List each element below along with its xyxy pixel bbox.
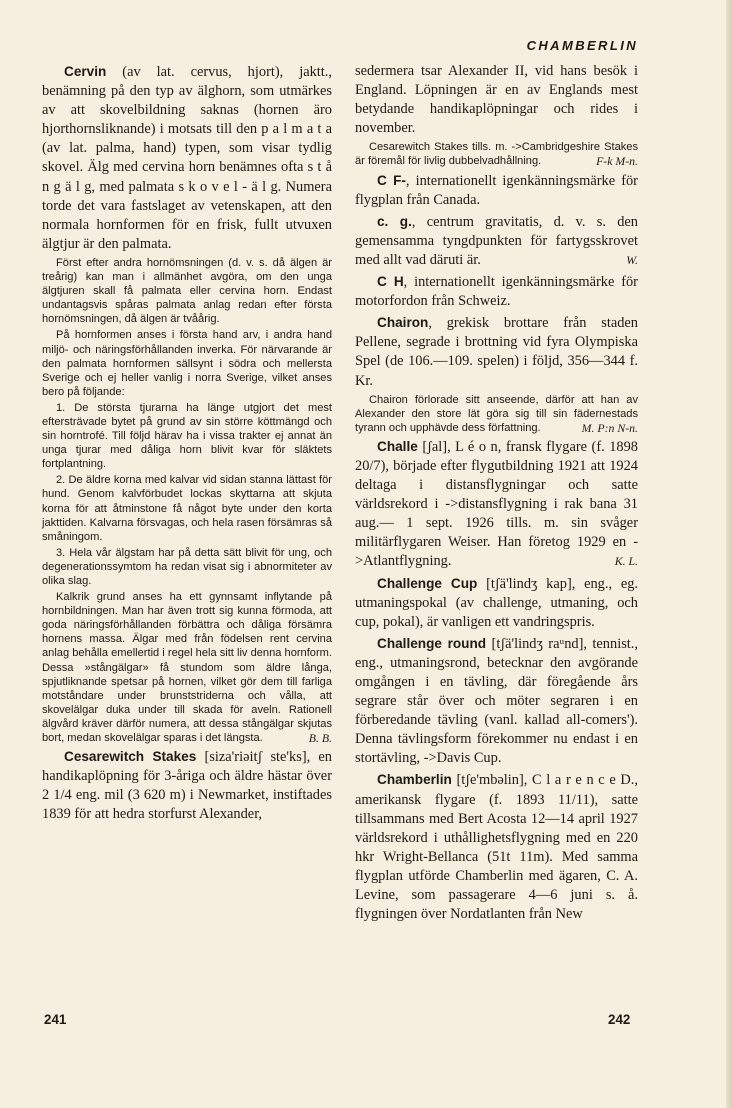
- headword-cesarewitch: Cesarewitch Stakes: [64, 749, 197, 765]
- note-cervin-6-text: Kalkrik grund anses ha ett gynnsamt inflytande på hornbildningen. Man har även trott sig kunna förmoda, att goda näringsförhållanden förbättra och dåliga försämra hornens massa. Älgar med från födelsen rent cervina anlag behålla emellertid i regel hela sitt liv denna hornform. Dessa »stångälgar» få stundom som äldre långa, spjutliknande spetsar på hornen, vilket gör dem till farliga motståndare under brunststriderna och vålla, att skovelälgar duka under till skada för aveln. Rationell älgvård kräver därför numera, att dessa stångälgar skjutas bort, medan skovelälgar sparas i det längsta.: [42, 591, 332, 745]
- entry-ch-body: internationellt igenkänningsmärke för motorfordon från Schweiz.: [355, 274, 638, 310]
- page-number-left: 241: [44, 1012, 67, 1027]
- page-edge: [726, 0, 732, 1108]
- entry-cg: c. g., centrum gravitatis, d. v. s. den gemensamma tyngdpunkten för fartygsskrovet med allt vad däruti är. W.: [355, 212, 638, 270]
- entry-challe: [355, 437, 638, 572]
- signature-challe: K. L.: [614, 554, 638, 569]
- note-chairon: [355, 393, 638, 435]
- note-chairon-text: Chairon förlorade sitt anseende, därför att han av Alexander den store lät göra sig till sin fädernestads tyrann och upphävde dess författning.: [355, 393, 638, 434]
- entry-chamberlin-body: [tʃe'mbəlin], C l a r e n c e D., amerikansk flygare (f. 1893 11/11), satte tillsammans med Bert Acosta 12—14 april 1927 världsrekord i uthållighetsflygning med en 220 hkr Wright-Bellanca (51t 11m). Med samma flygplan utförde Chamberlin med ägaren, C. A. Levine, som passagerare 4—6 juni s. å. flygningen över Nordatlanten från New: [355, 772, 638, 923]
- entry-challenge-round: [355, 634, 638, 769]
- headword-cervin: Cervin: [64, 64, 107, 79]
- signature-chairon: M. P:n N-n.: [581, 420, 638, 435]
- note-cesarewitch-text: Cesarewitch Stakes tills. m. ->Cambridgeshire Stakes är föremål för livlig dubbelvadhållning.: [355, 141, 638, 168]
- note-cervin-1: Först efter andra hornömsningen (d. v. s. då älgen är treårig) kan man i allmänhet avgöra, om den unga älgtjuren skall få palmata eller cervina horn. Endast undantagsvis spåras palmata anlag redan efter första hornömsningen, då älgen är tvåårig.: [42, 256, 332, 326]
- signature-cervin: B. B.: [308, 731, 332, 746]
- entry-cesarewitch: [42, 747, 332, 824]
- note-cervin-3: 1. De största tjurarna ha länge utgjort det mest eftersträvade bytet på grund av sin större köttmängd och sin horntrofé. Till följd härav ha i vissa trakter ej annat än unga tjurar med dåliga horn blivit kvar för släktets fortplantning.: [42, 401, 332, 471]
- entry-cesarewitch-cont: sedermera tsar Alexander II, vid hans besök i England. Löpningen är en av Englands mest betydande handikaplöpningar och rides i november.: [355, 63, 638, 137]
- headword-challenge-round: Challenge round: [377, 635, 487, 651]
- headword-ch: C H: [377, 274, 404, 290]
- note-cervin-6: [42, 590, 332, 745]
- signature-cesarewitch: F-k M-n.: [596, 154, 638, 169]
- running-head: CHAMBERLIN: [526, 38, 638, 53]
- headword-challe: Challe: [377, 438, 418, 454]
- signature-cg: W.: [626, 252, 638, 267]
- entry-cg-body: centrum gravitatis, d. v. s. den gemensamma tyngdpunkten för fartygsskrovet med allt vad däruti är.: [355, 213, 638, 268]
- note-cervin-4: 2. De äldre korna med kalvar vid sidan stanna lättast för hund. Genom kalvförbudet lockas skyttarna att skjuta korna för att åtminstone få något byte under den korta jakttiden. Kalvarna försvagas, och hela rasen försämras så småningom.: [42, 474, 332, 543]
- entry-chairon-body: grekisk brottare från staden Pellene, segrade i brottning vid fyra Olympiska Spel (de 106.—109. spelen) i följd, 356—344 f. Kr.: [355, 315, 638, 389]
- entry-chamberlin: [355, 770, 638, 924]
- entry-challe-body: [ʃal], L é o n, fransk flygare (f. 1898 20/7), började efter flygutbildning 1921 att 1924 deltaga i distansflygningar och satte världsrekord i ->distansflygning i rak bana 31 aug.— 1 sept. 1926 tills. m. sin svåger militärflygaren Weiser. Han företog 1929 en ->Atlantflygning.: [355, 438, 638, 570]
- headword-cf: C F-: [377, 172, 406, 188]
- left-column: [42, 62, 332, 827]
- page-number-right: 242: [608, 1012, 631, 1027]
- entry-cesarewitch-body: [siza'riəitʃ ste'ks], en handikaplöpning för 3-åriga och äldre hästar över 2 1/4 eng. mil (3 620 m) i Newmarket, instiftades 1839 för att hedra storfurst Alexander,: [42, 749, 332, 823]
- entry-challenge-cup-body: [tʃä'lindʒ kap], eng., eg. utmaningspokal (av challenge, utmaning, och cup, pokal), är vanligen ett vandringspris.: [355, 575, 639, 630]
- entry-cervin: [42, 62, 332, 254]
- note-cervin-2: På hornformen anses i första hand arv, i andra hand miljö- och näringsförhållanden inverka. För närvarande är den palmata hornformen sällsynt i södra och mellersta Sverige och ej heller vanlig i norra Sverige, vilket anses bero på följande:: [42, 329, 332, 398]
- entry-cf: C F-, internationellt igenkänningsmärke för flygplan från Canada.: [355, 172, 638, 208]
- entry-challenge-round-body: [tʃä'lindʒ raᵘnd], tennist., eng., utmaningsrond, betecknar den avgörande omgången i en tävling, där föregående års segrare står över och möter segraren i en förberedande tävling (vanl. kallad all-comers'). Denna tävlingsform förekommer nu endast i en stortävling, ->Davis Cup.: [355, 635, 638, 767]
- entry-cf-body: internationellt igenkänningsmärke för flygplan från Canada.: [355, 172, 638, 208]
- entry-challenge-cup: [355, 574, 638, 632]
- headword-cg: c. g.: [377, 213, 412, 229]
- headword-chamberlin: Chamberlin: [377, 772, 452, 788]
- entry-ch: C H, internationellt igenkänningsmärke för motorfordon från Schweiz.: [355, 274, 638, 310]
- headword-challenge-cup: Challenge Cup: [377, 575, 478, 591]
- right-column: [355, 62, 638, 926]
- entry-cervin-body: (av lat. cervus, hjort), jaktt., benämning på den typ av älghorn, som utmärkes av att skovelbildning saknas (hornen äro hjorthornsliknande) i motsats till den p a l m a t a (av lat. palma, hand) typen, som visar tydlig skovel. Älg med cervina horn benämnes ofta s t å n g ä l g, med palmata s k o v e l - ä l g. Numera torde det vara fastslaget av vetenskapen, att den normala hornformen för en frisk, fullt utvuxen älgtjur är den palmata.: [42, 64, 332, 252]
- note-cesarewitch: [355, 140, 638, 168]
- entry-chairon: Chairon, grekisk brottare från staden Pellene, segrade i brottning vid fyra Olympiska Spel (de 106.—109. spelen) i följd, 356—344 f. Kr.: [355, 315, 638, 389]
- headword-chairon: Chairon: [377, 315, 429, 331]
- note-cervin-5: 3. Hela vår älgstam har på detta sätt blivit för ung, och degenerationssymtom ha redan visat sig i abnormiteter av olika slag.: [42, 546, 332, 587]
